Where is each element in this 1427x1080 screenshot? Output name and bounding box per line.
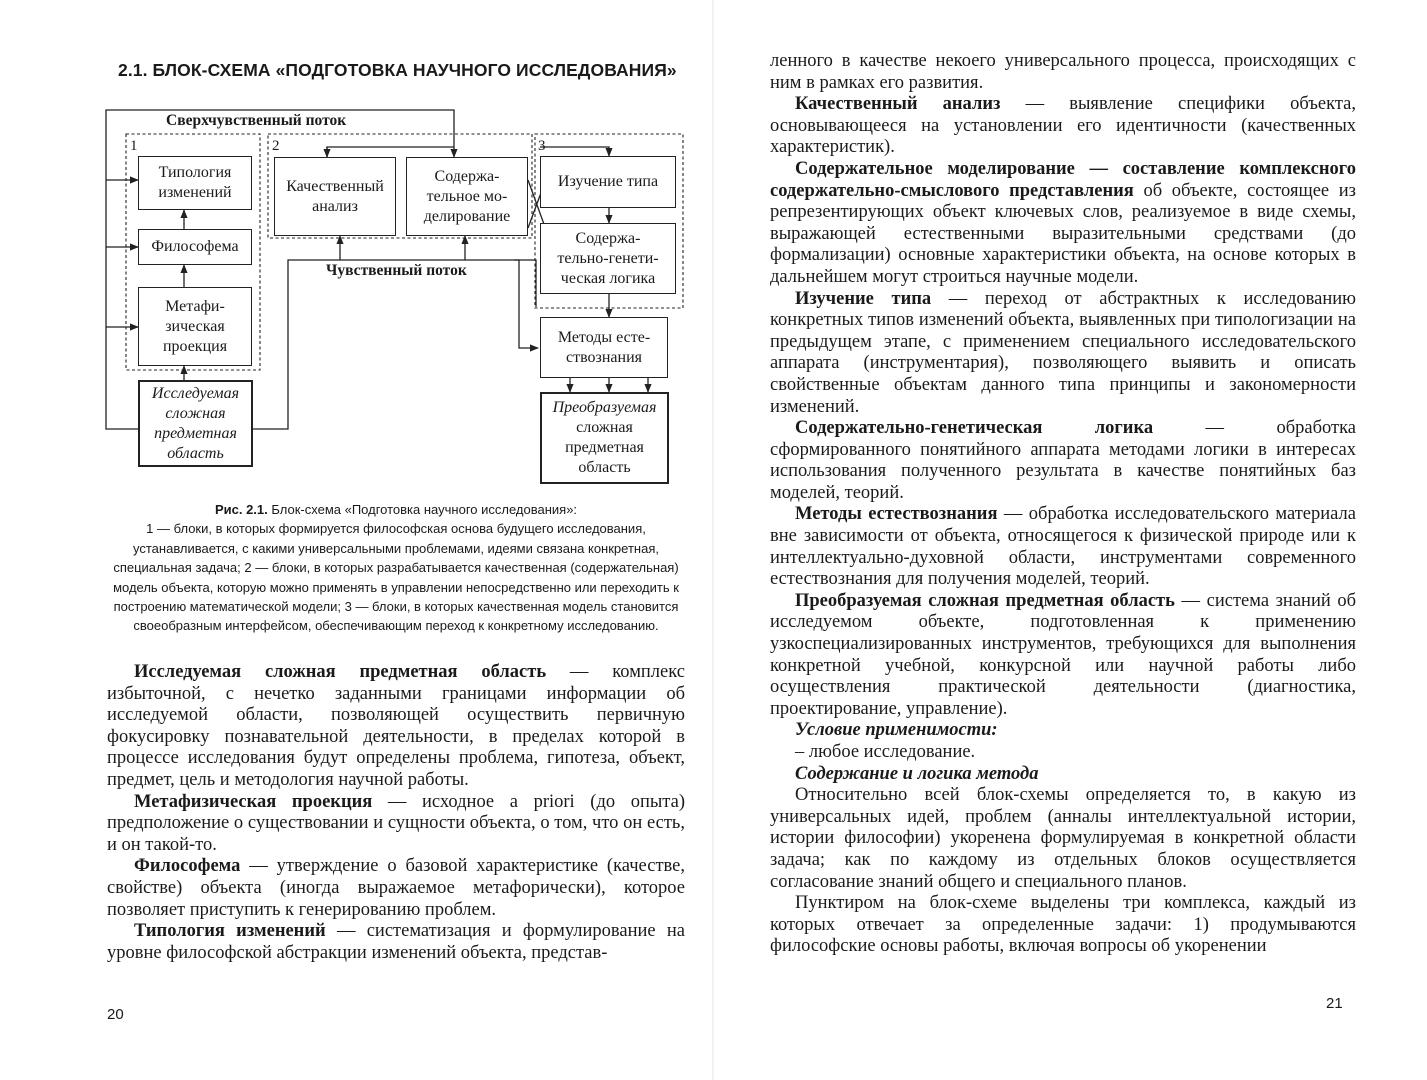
term: Типология изменений xyxy=(134,921,326,942)
right-page xyxy=(713,0,1427,1080)
definition: — утверждение о базовой характеристике (качестве, свойстве) объекта (иногда выражаемое метафорически), которое позволяет приступить к генерированию проблем. xyxy=(107,856,685,920)
paragraph xyxy=(770,289,1356,419)
box-genetic-logic: Содержа- тельно-генети- ческая логика xyxy=(540,223,676,294)
paragraph: Пунктиром на блок-схеме выделены три комплекса, каждый из которых отвечает за определенные задачи: 1) продумываются философские основы работы, включая вопросы об укоренении xyxy=(770,893,1356,957)
paragraph xyxy=(107,662,685,792)
definition: об объекте, состоящее из репрезентирующих объект ключевых слов, реализуемое в виде схемы, выражающей естественными выразительными средствами (до формализации) основные характеристики объекта, на основе которых в дальнейшем могут строиться научные модели. xyxy=(770,180,1356,287)
page-number-right: 21 xyxy=(1326,995,1343,1012)
group-number-1: 1 xyxy=(130,138,138,154)
definition: — выявление специфики объекта, основывающееся на установлении его идентичности (качественных характеристик). xyxy=(770,94,1356,158)
term: Содержательное моделирование — составление комплексного содержательно-смыслового представления xyxy=(770,158,1356,201)
left-body-text xyxy=(107,662,685,964)
group-number-3: 3 xyxy=(538,138,546,154)
paragraph xyxy=(770,159,1356,289)
paragraph xyxy=(770,418,1356,504)
caption-body: 1 — блоки, в которых формируется философская основа будущего исследования, устанавливается, с какими универсальными проблемами, идеями связана конкретная, специальная задача; 2 — блоки, в которых разрабатывается качественная (содержательная) модель объекта, которую можно применять в управлении непосредственно или переходить к построению математической модели; 3 — блоки, в которых качественная модель становится своеобразным интерфейсом, обеспечивающим переход к конкретному исследованию. xyxy=(113,521,679,634)
term: Методы естествознания xyxy=(795,504,998,525)
box-transformed-area-text: Преобразуемая сложная предметная область xyxy=(552,399,657,476)
section-heading: 2.1. БЛОК-СХЕМА «ПОДГОТОВКА НАУЧНОГО ИССЛЕДОВАНИЯ» xyxy=(118,60,677,80)
definition: — систематизация и формулирование на уровне философской абстракции изменений объекта, представ- xyxy=(107,921,685,963)
group-number-2: 2 xyxy=(272,138,280,154)
definition: — исходное a priori (до опыта) предположение о существовании и сущности объекта, о том, что он есть, и он такой-то. xyxy=(107,791,685,855)
definition: — обработка сформированного понятийного аппарата методами логики в интересах использования полученного результата в качестве понятийных баз моделей, теорий. xyxy=(770,418,1356,503)
condition-heading-text: Условие применимости: xyxy=(795,720,998,741)
term: Изучение типа xyxy=(795,288,932,309)
definition: — переход от абстрактных к исследованию конкретных типов изменений объекта, выявленных при типологизации на предыдущем этапе, с применением специального исследовательского аппарата (инструментария), позволяющего выявить и описать свойственные объектам данного типа принципы и закономерности изменений. xyxy=(770,288,1356,417)
box-researched-area: Исследуемая сложная предметная область xyxy=(138,380,253,467)
definition: — система знаний об исследуемом объекте, подготовленная к применению узкоспециализированных инструментов, требующихся для выполнения конкретной учебной, конкурсной или научной работы либо осуществления практической деятельности (диагностика, проектирование, управление). xyxy=(770,590,1356,719)
condition-heading xyxy=(770,720,1356,742)
box-type-study: Изучение типа xyxy=(540,156,676,208)
box-qualitative-analysis: Качественный анализ xyxy=(274,157,396,236)
content-heading xyxy=(770,764,1356,786)
paragraph xyxy=(107,856,685,921)
box-typology: Типология изменений xyxy=(138,156,252,210)
continuation-paragraph: ленного в качестве некоего универсального процесса, происходящих с ним в рамках его развития. xyxy=(770,51,1356,93)
right-body-text xyxy=(770,51,1356,958)
flowchart-diagram xyxy=(104,102,688,498)
term: Метафизическая проекция xyxy=(134,791,373,812)
paragraph xyxy=(770,504,1356,590)
left-page xyxy=(0,0,713,1080)
box-natural-science-methods: Методы есте- ствознания xyxy=(540,317,668,378)
box-metaphysical: Метафи- зическая проекция xyxy=(138,287,252,366)
middle-flow-label: Чувственный поток xyxy=(326,262,467,279)
figure-caption xyxy=(104,500,688,636)
caption-title: Блок-схема «Подготовка научного исследования»: xyxy=(267,502,578,517)
term: Философема xyxy=(134,856,241,877)
paragraph xyxy=(107,792,685,857)
condition-item: – любое исследование. xyxy=(795,742,976,762)
paragraph xyxy=(770,591,1356,721)
paragraph xyxy=(770,94,1356,159)
term: Исследуемая сложная предметная область xyxy=(134,662,547,682)
page-number-left: 20 xyxy=(107,1006,124,1023)
caption-lead: Рис. 2.1. xyxy=(214,502,268,517)
definition: — обработка исследовательского материала вне зависимости от объекта, относящегося к физической природе или к интеллектуально-духовной области, инструментами современного естествознания для получения моделей, теорий. xyxy=(770,504,1356,590)
box-transformed-area xyxy=(540,392,669,484)
term: Содержательно-генетическая логика xyxy=(795,418,1154,439)
paragraph: Относительно всей блок-схемы определяется то, в какую из универсальных идей, проблем (анналы интеллектуальной истории, истории философии) укоренена формулируемая в конкретной области задача; как по каждому из отдельных блоков осуществляется согласование знаний общего и специального планов. xyxy=(770,785,1356,892)
term: Качественный анализ xyxy=(795,94,1001,115)
box-content-modeling: Содержа- тельное мо- делирование xyxy=(406,157,528,236)
content-heading-text: Содержание и логика метода xyxy=(795,763,1039,784)
term: Преобразуемая сложная предметная область xyxy=(795,590,1175,611)
top-flow-label: Сверхчувственный поток xyxy=(166,112,347,129)
box-philosopheme: Философема xyxy=(138,229,252,265)
definition: — комплекс избыточной, с нечетко заданными границами информации об исследуемой области, позволяющей осуществить первичную фокусировку познавательной деятельности, в пределах которой в процессе исследования будут определены проблема, гипотеза, объект, предмет, цель и методология научной работы. xyxy=(107,662,685,790)
paragraph xyxy=(107,921,685,964)
